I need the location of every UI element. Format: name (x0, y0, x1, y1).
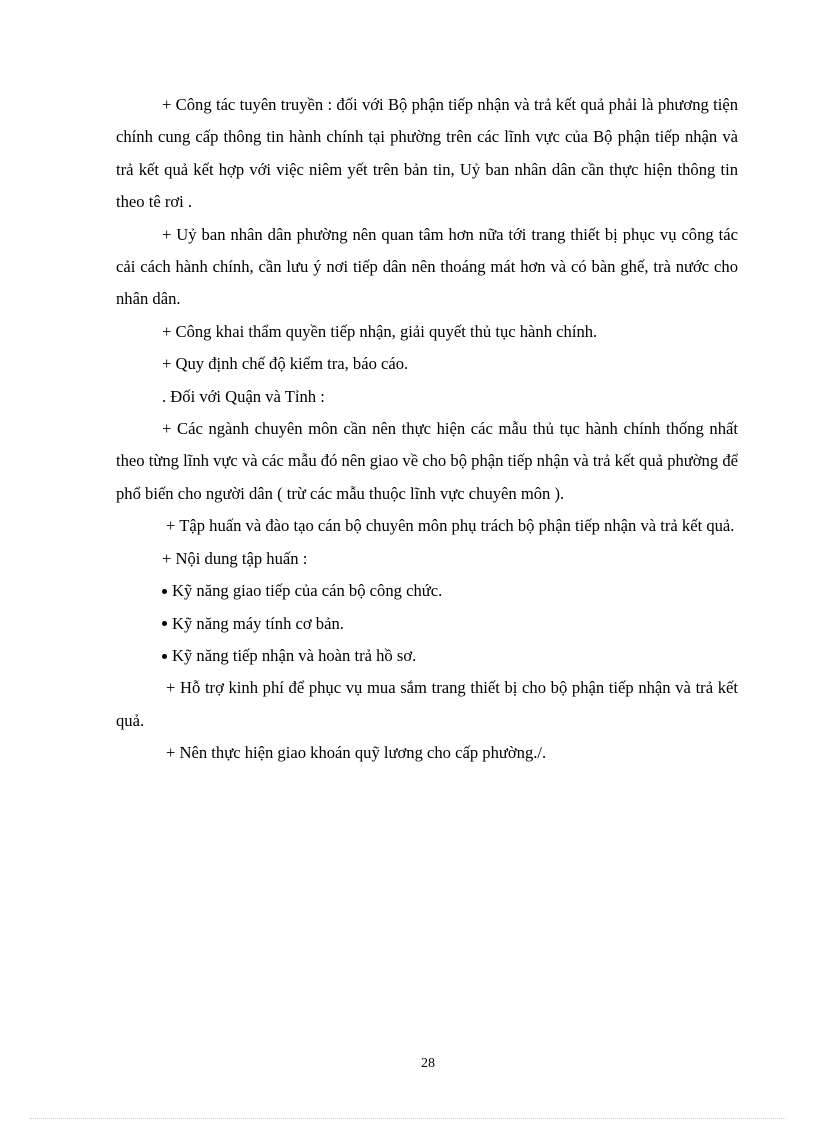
paragraph-training-content: + Nội dung tập huấn : (162, 548, 308, 568)
bullet-text: Kỹ năng tiếp nhận và hoàn trả hồ sơ. (172, 645, 417, 665)
paragraph-salary-fund: + Nên thực hiện giao khoán quỹ lương cho cấp phường./. (166, 743, 547, 763)
bullet-dot-icon (162, 589, 167, 594)
document-body (116, 89, 738, 770)
paragraph-forms: + Các ngành chuyên môn cần nên thực hiện các mẫu thủ tục hành chính thống nhất theo từng lĩnh vực và các mẫu đó nên giao về cho bộ phận tiếp nhận và trả kết quả phường để phổ biến cho người dân ( trừ các mẫu thuộc lĩnh vực chuyên môn ). (116, 419, 738, 503)
bullet-dot-icon (162, 654, 167, 659)
paragraph-public-authority: + Công khai thẩm quyền tiếp nhận, giải quyết thủ tục hành chính. (162, 321, 598, 341)
paragraph-funding: + Hỗ trợ kinh phí để phục vụ mua sắm trang thiết bị cho bộ phận tiếp nhận và trả kết quả. (116, 678, 738, 730)
bullet-text: Kỹ năng máy tính cơ bản. (172, 613, 344, 633)
bullet-item (116, 608, 738, 640)
bullet-text: Kỹ năng giao tiếp của cán bộ công chức. (172, 581, 443, 601)
bullet-dot-icon (162, 621, 167, 626)
bullet-item (116, 640, 738, 672)
paragraph-training: + Tập huấn và đào tạo cán bộ chuyên môn phụ trách bộ phận tiếp nhận và trả kết quả. (166, 516, 735, 536)
page-bottom-divider (30, 1118, 786, 1119)
paragraph-propaganda: + Công tác tuyên truyền : đối với Bộ phận tiếp nhận và trả kết quả phải là phương tiện chính cung cấp thông tin hành chính tại phường trên các lĩnh vực của Bộ phận tiếp nhận và trả kết quả kết hợp với việc niêm yết trên bản tin, Uỷ ban nhân dân cần thực hiện thông tin theo tê rơi . (116, 95, 738, 212)
page-number: 28 (421, 1056, 435, 1071)
paragraph-inspection: + Quy định chế độ kiểm tra, báo cáo. (162, 354, 409, 374)
section-heading-district-province: . Đối với Quận và Tỉnh : (162, 386, 325, 406)
paragraph-equipment: + Uỷ ban nhân dân phường nên quan tâm hơn nữa tới trang thiết bị phục vụ công tác cải cách hành chính, cần lưu ý nơi tiếp dân nên thoáng mát hơn và có bàn ghế, trà nước cho nhân dân. (116, 224, 738, 309)
bullet-item (116, 575, 738, 607)
